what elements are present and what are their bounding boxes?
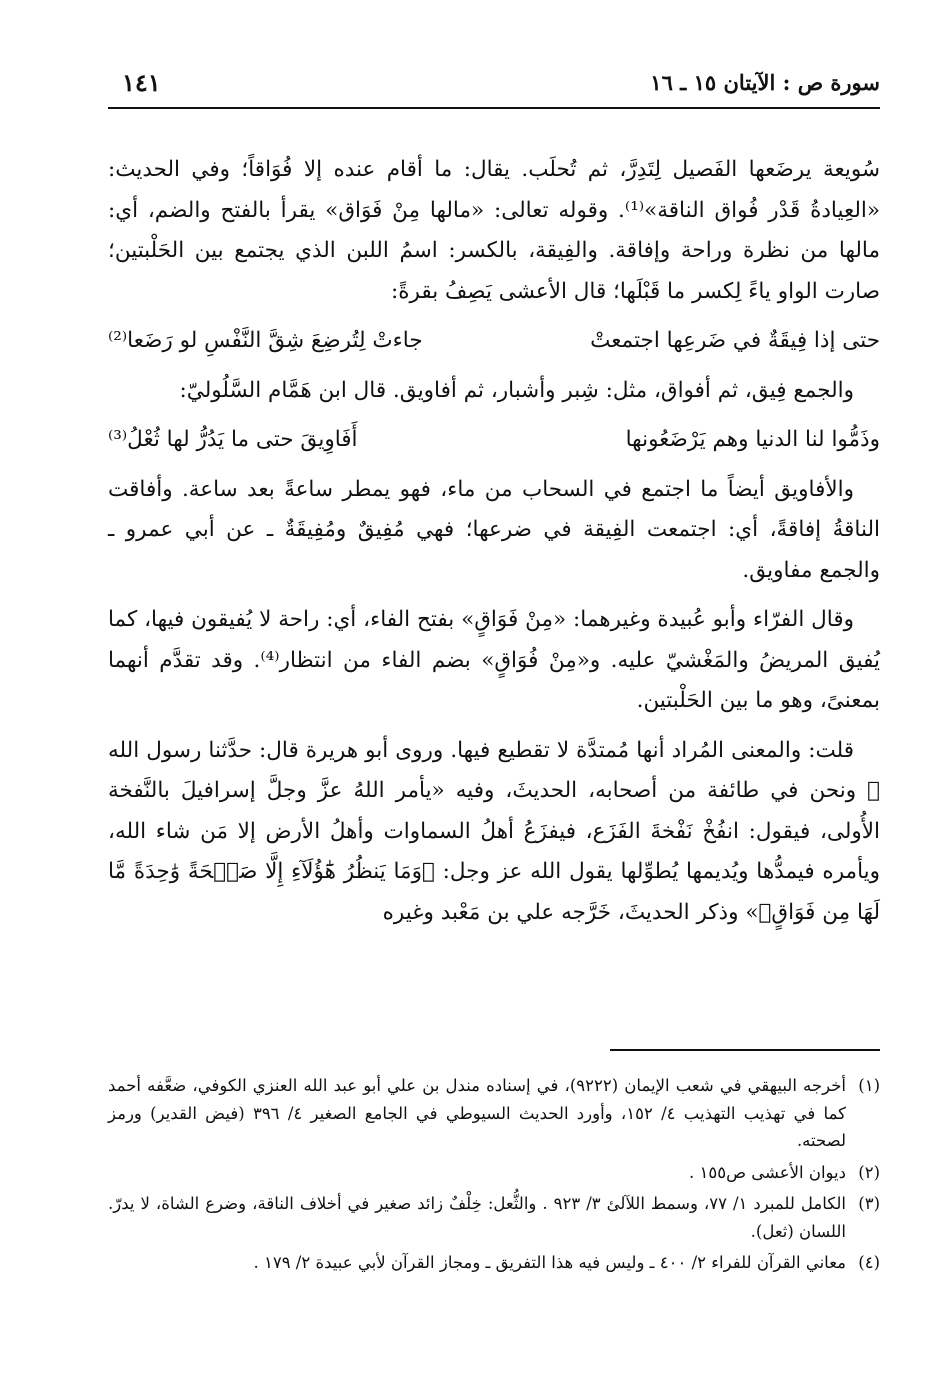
footnote-divider	[610, 1049, 880, 1051]
footnote-text: معاني القرآن للفراء ٢/ ٤٠٠ ـ وليس فيه هذا التفريق ـ ومجاز القرآن لأبي عبيدة ٢/ ١٧٩ .	[253, 1253, 846, 1272]
header-divider	[108, 107, 880, 109]
footnote	[108, 1072, 880, 1155]
poem-verse-1	[108, 321, 880, 362]
verse-2-first-hemistich: وذَمُّوا لنا الدنيا وهم يَرْضَعُونها	[625, 427, 880, 452]
footnote-text: ديوان الأعشى ص١٥٥ .	[688, 1162, 846, 1182]
footnote-number: (٤)	[858, 1253, 880, 1272]
header-title: سورة ص : الآيتان ١٥ ـ ١٦	[650, 70, 880, 95]
footnote-text: الكامل للمبرد ١/ ٧٧، وسمط اللآلئ ٣/ ٩٢٣ . والثُّعل: خِلْفٌ زائد صغير في أخلاف الناقة، وضرع الشاة، لا يدرّ. اللسان (ثعل).	[108, 1194, 846, 1241]
footnote-text: أخرجه البيهقي في شعب الإيمان (٩٢٢٢)، في إسناده مندل بن علي أبو عبد الله العنزي الكوفي، ضعَّفه أحمد كما في تهذيب التهذيب ٤/ ١٥٢، وأورد الحديث السيوطي في الجامع الصغير ٤/ ٣٩٦ (فيض القدير) ورمز لصحته.	[108, 1076, 846, 1150]
footnotes	[108, 1072, 880, 1281]
paragraph-4: وقال الفرّاء وأبو عُبيدة وغيرهما: «مِنْ فَوَاقٍ» بفتح الفاء، أي: راحة لا يُفيقون فيها، كما يُفيق المريضُ والمَغْشيّ عليه. و«مِنْ فُوَاقٍ» بضم الفاء من انتظار⁽⁴⁾. وقد تقدَّم أنهما بمعنىً، وهو ما بين الحَلْبتين.	[108, 607, 880, 713]
footnote	[108, 1159, 880, 1187]
paragraph-3: والأفاويق أيضاً ما اجتمع في السحاب من ماء، فهو يمطر ساعةً بعد ساعة. وأفاقت الناقةُ إفاقةً، أي: اجتمعت الفِيقة في ضرعها؛ فهي مُفِيقٌ ومُفِيقَةٌ ـ عن أبي عمرو ـ والجمع مفاويق.	[108, 476, 880, 583]
footnote	[108, 1249, 880, 1277]
footnote	[108, 1190, 880, 1245]
main-text	[108, 150, 880, 942]
page-number: ١٤١	[122, 68, 161, 97]
verse-1-second-hemistich: جاءتْ لِتُرضِعَ شِقَّ النَّفْسِ لو رَضَعا⁽²⁾	[108, 328, 423, 353]
paragraph-5: قلت: والمعنى المُراد أنها مُمتدَّة لا تقطيع فيها. وروى أبو هريرة قال: حدَّثنا رسول الله ﷺ ونحن في طائفة من أصحابه، الحديثَ، وفيه «يأمر اللهُ عزَّ وجلَّ إسرافيلَ بالنَّفخة الأُولى، فيقول: انفُخْ نَفْخةَ الفَزَع، فيفزَعُ أهلُ السماوات وأهلُ الأرض إلا مَن شاء الله، ويأمره فيمدُّها ويُديمها يُطوِّلها يقول الله عز وجل: ﴿وَمَا يَنظُرُ هَٰٓؤُلَآءِ إِلَّا صَيۡحَةً وَٰحِدَةً مَّا لَهَا مِن فَوَاقٍ﴾» وذكر الحديثَ، خَرَّجه علي بن مَعْبد وغيره	[108, 737, 880, 925]
verse-2-second-hemistich: أَفَاوِيقَ حتى ما يَدُرُّ لها ثُعْلُ⁽³⁾	[108, 427, 358, 452]
footnote-number: (١)	[858, 1076, 880, 1095]
paragraph-1: سُويعة يرضَعها الفَصيل لِتَدِرَّ، ثم تُحلَب. يقال: ما أقام عنده إلا فُوَاقاً؛ وفي الحديث: «العِيادةُ قَدْر فُواق الناقة»⁽¹⁾. وقوله تعالى: «مالها مِنْ فَوَاق» يقرأ بالفتح والضم، أي: مالها من نظرة وراحة وإفاقة. والفِيقة، بالكسر: اسمُ اللبن الذي يجتمع بين الحَلْبتين؛ صارت الواو ياءً لِكسر ما قَبْلَها؛ قال الأعشى يَصِفُ بقرةً:	[108, 157, 880, 304]
paragraph-2: والجمع فِيق، ثم أفواق، مثل: شِبر وأشبار، ثم أفاويق. قال ابن هَمَّام السَّلُوليّ:	[179, 377, 854, 403]
verse-1-first-hemistich: حتى إذا فِيقَةٌ في ضَرعِها اجتمعتْ	[590, 328, 880, 353]
footnote-number: (٢)	[858, 1162, 880, 1182]
footnote-number: (٣)	[858, 1194, 880, 1213]
running-header	[108, 66, 880, 106]
poem-verse-2	[108, 420, 880, 461]
